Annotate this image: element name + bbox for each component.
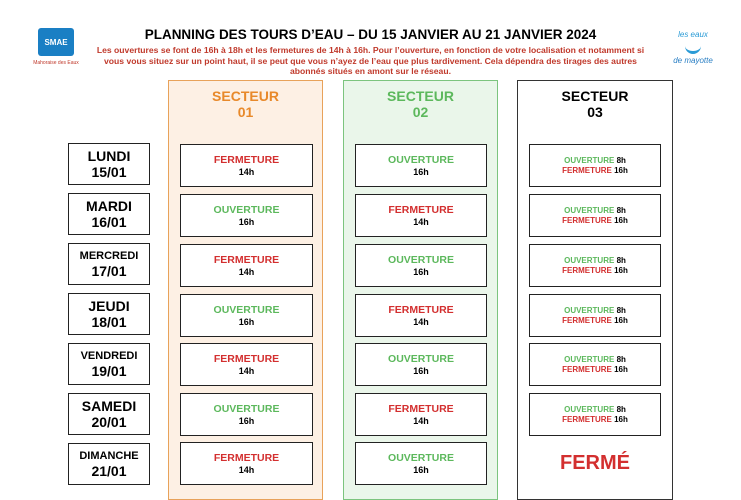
day-label: SAMEDI 20/01 <box>68 393 150 435</box>
sector-03-cell: OUVERTURE 8h FERMETURE 16h <box>529 194 661 237</box>
sector-02-cell: FERMETURE 14h <box>355 294 487 337</box>
sector-01-column <box>168 80 323 500</box>
page-title: PLANNING DES TOURS D’EAU – DU 15 JANVIER AU 21 JANVIER 2024 <box>144 27 597 42</box>
logo-line1: les eaux <box>678 30 708 39</box>
sector-01-cell: OUVERTURE 16h <box>180 194 313 237</box>
day-label: MERCREDI 17/01 <box>68 243 150 285</box>
day-label: MARDI 16/01 <box>68 193 150 235</box>
sector-03-cell: OUVERTURE 8h FERMETURE 16h <box>529 144 661 187</box>
sector-01-header: SECTEUR 01 <box>212 88 279 120</box>
day-label: VENDREDI 19/01 <box>68 343 150 385</box>
sector-02-column <box>343 80 498 500</box>
sector-03-closed-label: FERMÉ <box>560 452 630 474</box>
sector-02-cell: OUVERTURE 16h <box>355 244 487 287</box>
sector-03-column <box>517 80 673 500</box>
notice-text: Les ouvertures se font de 16h à 18h et les fermetures de 14h à 16h. Pour l’ouverture, en fonction de votre localisation et notamment si vous vous situez sur un point haut, il se peut que vous n’ayez de l’eau que plus tardivement. Cela dépendra des tirages des autres abonnés situés en amont sur le réseau. <box>96 45 645 76</box>
sector-03-cell: OUVERTURE 8h FERMETURE 16h <box>529 294 661 337</box>
sector-03-header: SECTEUR 03 <box>561 88 629 120</box>
sector-01-cell: FERMETURE 14h <box>180 442 313 485</box>
sector-02-cell: FERMETURE 14h <box>355 194 487 237</box>
smae-logo <box>24 28 88 78</box>
sector-01-cell: OUVERTURE 16h <box>180 393 313 436</box>
sector-01-cell: OUVERTURE 16h <box>180 294 313 337</box>
sector-02-cell: OUVERTURE 16h <box>355 144 487 187</box>
logo-line2: de mayotte <box>673 56 713 65</box>
day-label: JEUDI 18/01 <box>68 293 150 335</box>
smae-logo-text: SMAE <box>38 28 74 56</box>
sector-02-cell: OUVERTURE 16h <box>355 442 487 485</box>
sector-03-cell: OUVERTURE 8h FERMETURE 16h <box>529 393 661 436</box>
sector-01-cell: FERMETURE 14h <box>180 244 313 287</box>
smae-logo-caption: Mahoraise des Eaux <box>33 60 79 66</box>
day-label: LUNDI 15/01 <box>68 143 150 185</box>
sector-02-header: SECTEUR 02 <box>387 88 454 120</box>
sector-01-cell: FERMETURE 14h <box>180 343 313 386</box>
water-wave-icon <box>685 41 701 54</box>
sector-03-cell: OUVERTURE 8h FERMETURE 16h <box>529 343 661 386</box>
sector-02-cell: FERMETURE 14h <box>355 393 487 436</box>
sector-02-cell: OUVERTURE 16h <box>355 343 487 386</box>
sector-01-cell: FERMETURE 14h <box>180 144 313 187</box>
day-label: DIMANCHE 21/01 <box>68 443 150 485</box>
eaux-de-mayotte-logo <box>668 30 718 74</box>
sector-03-cell: OUVERTURE 8h FERMETURE 16h <box>529 244 661 287</box>
